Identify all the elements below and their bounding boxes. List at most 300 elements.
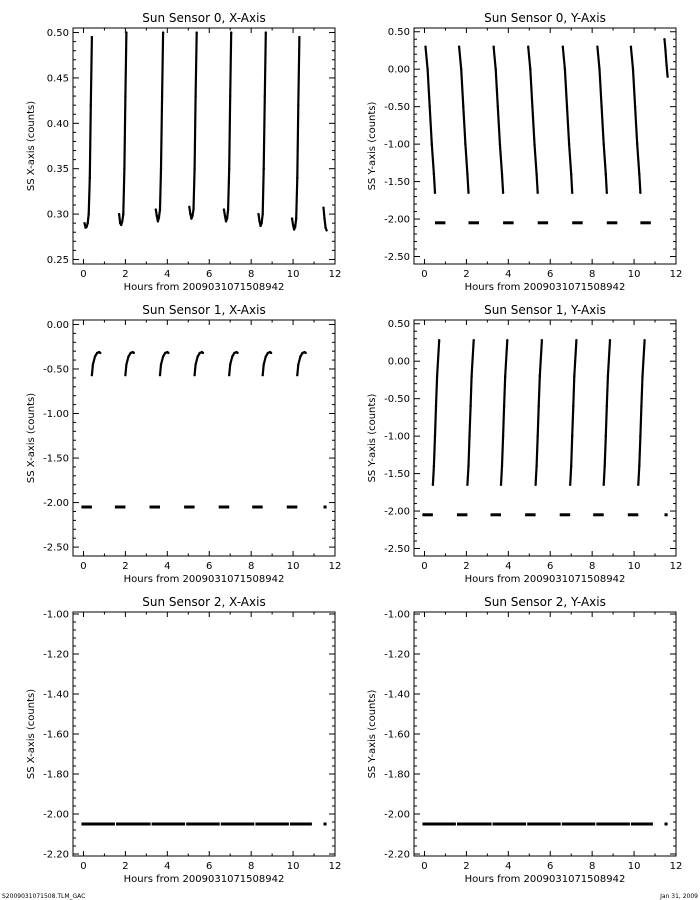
data-point [258,220,260,222]
data-point [467,192,469,194]
y-tick-label: 0.00 [387,356,410,368]
data-point [632,68,634,70]
y-tick-label: -1.40 [43,689,69,701]
data-point [506,339,508,341]
data-point [596,46,598,48]
data-point [225,220,227,222]
data-point [296,177,298,179]
data-point [535,173,537,175]
data-point [229,95,231,97]
chart-sensor2-x [26,595,341,885]
x-axis-label: Hours from 2009031071508942 [123,282,285,293]
series-rise [467,340,473,485]
data-point [641,375,643,377]
data-point [533,143,535,145]
data-point [193,374,195,376]
data-point [89,177,91,179]
data-point [297,363,299,365]
data-point [199,352,201,354]
data-point [666,75,668,77]
chart-sensor0-x [26,11,341,293]
data-point [120,224,122,226]
y-tick-label: -2.50 [384,544,410,556]
series-rise [536,340,542,485]
data-point [469,405,471,407]
footer-date-label: Jan 31, 2009 [660,893,698,900]
data-point [504,375,506,377]
x-axis-label: Hours from 2009031071508942 [464,282,626,293]
data-point [157,220,159,222]
data-point [598,68,600,70]
chart-sensor1-y [367,303,682,585]
data-point [541,339,543,341]
y-tick-label: 0.00 [46,319,69,331]
data-point [640,405,642,407]
data-point [535,465,537,467]
data-point [637,484,639,486]
data-point [159,208,161,210]
y-tick-label: -1.00 [384,139,410,151]
chart-title: Sun Sensor 0, X-Axis [142,11,266,25]
x-tick-label: 4 [505,269,512,280]
chart-sensor1-x [26,303,341,585]
y-tick-label: -1.80 [384,769,410,781]
y-axis-label: SS Y-axis (counts) [367,393,378,483]
x-tick-label: 10 [627,861,641,872]
series-rise [501,340,507,485]
data-point [607,375,609,377]
x-tick-label: 2 [463,861,470,872]
series-rise [224,33,231,222]
data-point [265,355,267,357]
data-point [602,484,604,486]
data-point [124,95,126,97]
data-point [125,31,127,33]
data-point [534,484,536,486]
series-rise [570,340,576,485]
data-point [86,222,88,224]
data-point [663,38,665,40]
data-point [160,167,162,169]
x-tick-label: 2 [463,269,470,280]
data-point [630,46,632,48]
y-tick-label: -2.50 [43,542,69,554]
y-tick-label: -1.20 [43,649,69,661]
data-point [539,375,541,377]
data-point [636,143,638,145]
data-point [188,206,190,208]
y-tick-label: -1.20 [384,649,410,661]
data-point [500,484,502,486]
data-point [462,105,464,107]
x-tick-label: 6 [206,861,213,872]
data-point [159,374,161,376]
data-point [639,435,641,437]
y-tick-label: -1.80 [43,769,69,781]
data-point [299,355,301,357]
x-axis-label: Hours from 2009031071508942 [464,874,626,885]
data-point [538,405,540,407]
x-tick-label: 10 [627,561,641,572]
x-tick-label: 0 [421,561,428,572]
x-tick-label: 2 [122,269,129,280]
x-tick-label: 6 [206,269,213,280]
y-tick-label: -1.00 [384,431,410,443]
data-point [664,49,666,51]
y-tick-label: -2.20 [384,849,410,861]
data-point [260,222,262,224]
y-axis-label: SS X-axis (counts) [26,100,37,192]
data-point [566,105,568,107]
data-point [270,352,272,354]
data-point [261,374,263,376]
y-tick-label: 0.00 [387,64,410,76]
data-point [202,352,204,354]
x-tick-label: 6 [206,561,213,572]
data-point [602,143,604,145]
data-point [665,64,667,66]
data-point [195,31,197,33]
data-point [295,217,297,219]
data-point [639,192,641,194]
data-point [606,192,608,194]
data-point [638,465,640,467]
x-tick-label: 12 [328,269,342,280]
data-point [468,435,470,437]
data-point [161,95,163,97]
y-axis-label: SS Y-axis (counts) [367,689,378,779]
x-tick-label: 8 [588,861,596,872]
x-tick-label: 12 [669,269,683,280]
series-rise [156,33,163,222]
data-point [233,352,235,354]
data-point [606,405,608,407]
series-rise [259,33,266,226]
y-tick-label: -1.00 [43,609,69,621]
data-point [267,352,269,354]
data-point [460,68,462,70]
x-tick-label: 0 [80,269,87,280]
y-tick-label: -1.60 [384,729,410,741]
data-point [527,46,529,48]
data-point [464,143,466,145]
data-point [228,167,230,169]
data-point [473,339,475,341]
data-point [298,36,300,38]
data-point [304,352,306,354]
y-tick-label: -1.60 [43,729,69,741]
data-point [324,226,326,228]
x-tick-label: 0 [421,861,428,872]
data-point [197,355,199,357]
data-point [92,363,94,365]
data-point [529,68,531,70]
data-point [570,465,572,467]
data-point [294,226,296,228]
y-axis-label: SS X-axis (counts) [26,392,37,484]
data-point [323,217,325,219]
data-point [162,31,164,33]
data-point [433,173,435,175]
y-tick-label: 0.45 [46,73,69,85]
y-tick-label: 0.50 [387,319,410,331]
data-point [189,213,191,215]
chart-panels [26,11,682,885]
data-point [570,173,572,175]
data-point [572,405,574,407]
data-point [301,352,303,354]
x-axis-label: Hours from 2009031071508942 [464,574,626,585]
data-point [571,435,573,437]
data-point [609,339,611,341]
data-point [605,173,607,175]
x-tick-label: 2 [463,561,470,572]
data-point [296,374,298,376]
series-rise [433,340,439,485]
data-point [438,339,440,341]
data-point [190,217,192,219]
data-point [191,215,193,217]
x-tick-label: 2 [122,561,129,572]
plot-frame [73,28,335,264]
chart-title: Sun Sensor 1, Y-Axis [484,303,606,317]
data-point [293,228,295,230]
data-point [259,225,261,227]
data-point [429,105,431,107]
data-point [634,105,636,107]
data-point [167,352,169,354]
data-point [228,374,230,376]
x-tick-label: 4 [164,561,171,572]
data-point [466,173,468,175]
x-tick-label: 6 [547,269,554,280]
data-point [129,352,131,354]
data-point [495,68,497,70]
data-point [562,46,564,48]
x-tick-label: 10 [286,861,300,872]
data-point [227,208,229,210]
chart-sensor2-y [367,595,682,885]
data-point [436,375,438,377]
data-point [121,220,123,222]
series-rise [119,33,126,226]
y-tick-label: -1.50 [43,453,69,465]
plot-frame [73,320,335,556]
data-point [604,465,606,467]
data-point [502,192,504,194]
x-tick-label: 8 [588,561,596,572]
data-point [194,363,196,365]
y-tick-label: 0.50 [387,27,410,39]
x-tick-label: 4 [164,269,171,280]
data-point [94,355,96,357]
x-axis-label: Hours from 2009031071508942 [123,874,285,885]
data-point [499,143,501,145]
data-point [435,405,437,407]
y-tick-label: -1.40 [384,689,410,701]
data-point [223,208,225,210]
data-point [432,484,434,486]
data-point [226,217,228,219]
y-tick-label: -0.50 [384,394,410,406]
data-point [88,213,90,215]
x-axis-label: Hours from 2009031071508942 [123,574,285,585]
data-point [90,104,92,106]
chart-title: Sun Sensor 1, X-Axis [142,303,266,317]
data-point [503,405,505,407]
data-point [600,105,602,107]
data-point [492,46,494,48]
data-point [158,217,160,219]
data-point [156,215,158,217]
data-point [91,374,93,376]
data-point [433,465,435,467]
y-tick-label: -2.20 [43,849,69,861]
x-tick-label: 10 [286,561,300,572]
data-point [297,104,299,106]
data-point [643,339,645,341]
y-tick-label: -1.00 [384,609,410,621]
chart-title: Sun Sensor 2, Y-Axis [484,595,606,609]
data-point [261,213,263,215]
data-point [568,143,570,145]
data-point [434,435,436,437]
y-tick-label: 0.25 [46,254,69,266]
data-point [192,208,194,210]
x-tick-label: 8 [247,861,255,872]
data-point [127,355,129,357]
x-tick-label: 12 [669,861,683,872]
x-tick-label: 0 [421,269,428,280]
data-point [230,31,232,33]
data-point [231,355,233,357]
x-tick-label: 8 [247,561,255,572]
series-rise [85,37,92,228]
data-point [502,435,504,437]
plot-frame [414,320,676,556]
data-point [236,352,238,354]
y-tick-label: -2.00 [384,214,410,226]
data-point [125,363,127,365]
data-point [431,143,433,145]
data-point [160,363,162,365]
data-point [564,68,566,70]
data-point [325,229,327,231]
data-point [424,46,426,48]
chart-title: Sun Sensor 2, X-Axis [142,595,266,609]
data-point [83,222,85,224]
data-point [575,339,577,341]
x-tick-label: 0 [80,561,87,572]
chart-title: Sun Sensor 0, Y-Axis [484,11,606,25]
y-tick-label: 0.50 [46,28,69,40]
data-point [229,363,231,365]
y-axis-label: SS X-axis (counts) [26,688,37,780]
y-tick-label: -2.00 [384,506,410,518]
data-point [569,484,571,486]
data-point [536,192,538,194]
data-point [193,167,195,169]
y-tick-label: -1.50 [384,469,410,481]
data-point [291,217,293,219]
x-tick-label: 2 [122,861,129,872]
y-tick-label: -2.00 [43,498,69,510]
data-point [638,173,640,175]
x-tick-label: 0 [80,861,87,872]
data-point [85,226,87,228]
y-tick-label: -2.00 [384,809,410,821]
data-point [466,484,468,486]
data-point [458,46,460,48]
data-point [263,363,265,365]
data-point [122,213,124,215]
data-point [536,435,538,437]
data-point [124,374,126,376]
series-rise [189,33,196,219]
data-point [605,435,607,437]
x-tick-label: 12 [669,561,683,572]
data-point [264,95,266,97]
data-point [99,352,101,354]
data-point [501,173,503,175]
x-tick-label: 8 [247,269,255,280]
data-point [194,95,196,97]
y-tick-label: -2.00 [43,809,69,821]
data-point [155,208,157,210]
y-tick-label: -1.50 [384,177,410,189]
data-point [571,192,573,194]
series-fall [665,39,668,76]
data-point [467,465,469,467]
chart-sensor0-y [367,11,682,293]
data-point [91,36,93,38]
data-point [162,355,164,357]
x-tick-label: 10 [286,269,300,280]
data-point [123,167,125,169]
data-point [426,68,428,70]
data-point [501,465,503,467]
data-point [292,224,294,226]
series-rise [604,340,610,485]
y-axis-label: SS Y-axis (counts) [367,101,378,191]
data-point [434,192,436,194]
y-tick-label: -0.50 [43,364,69,376]
series-rise [638,340,644,485]
data-point [322,207,324,209]
data-point [224,215,226,217]
y-tick-label: -1.00 [43,409,69,421]
x-tick-label: 12 [328,861,342,872]
data-point [96,352,98,354]
x-tick-label: 6 [547,861,554,872]
data-point [263,167,265,169]
series-rise [292,37,299,229]
y-tick-label: -0.50 [384,102,410,114]
data-point [164,352,166,354]
footer-file-label: S2009031071508.TLM_GAC [2,893,86,900]
x-tick-label: 6 [547,561,554,572]
data-point [470,375,472,377]
data-point [257,213,259,215]
data-point [573,375,575,377]
x-tick-label: 10 [627,269,641,280]
x-tick-label: 4 [505,861,512,872]
y-tick-label: 0.30 [46,209,69,221]
data-point [133,352,135,354]
y-tick-label: -2.50 [384,252,410,264]
data-point [118,213,120,215]
plot-frame [73,612,335,856]
